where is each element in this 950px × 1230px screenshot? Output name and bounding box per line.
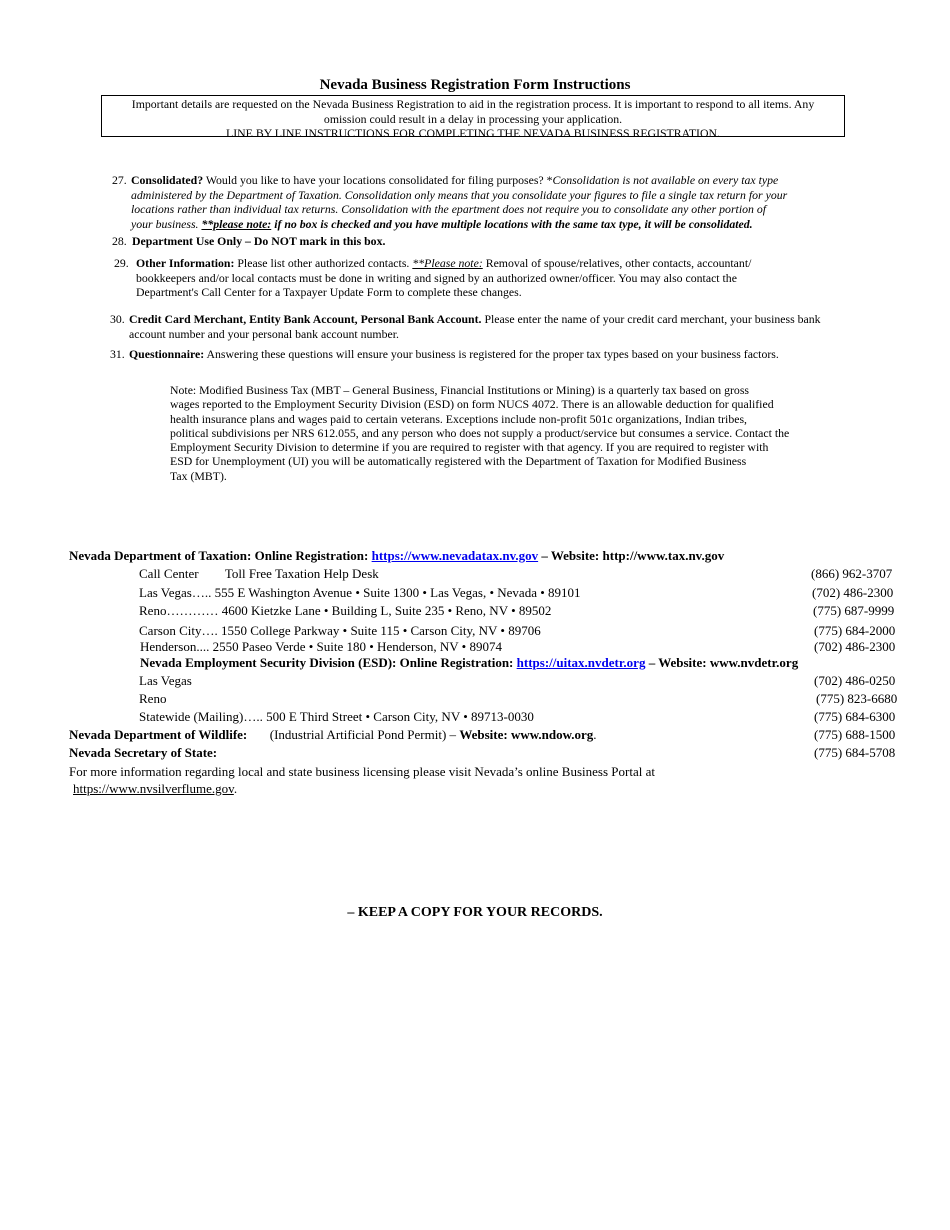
punctuation: .	[233, 781, 238, 796]
page-title: Nevada Business Registration Form Instructions	[319, 77, 631, 93]
esd-reno: Reno	[139, 691, 167, 706]
item-number: 29.	[114, 256, 129, 270]
wildlife-desc: (Industrial Artificial Pond Permit) –	[269, 727, 460, 742]
wildlife-website: Website: www.ndow.org	[459, 727, 594, 742]
item-31	[110, 347, 870, 362]
item-number: 27.	[112, 173, 127, 187]
silverflume-link[interactable]: https://www.nvsilverflume.gov	[73, 781, 234, 796]
item-number: 31.	[110, 347, 125, 361]
item-text: Please enter the name of your credit card merchant, your business bank	[481, 312, 821, 326]
item-label: Credit Card Merchant, Entity Bank Account, Personal Bank Account.	[129, 312, 482, 326]
punctuation: .	[593, 727, 597, 742]
carson-address: Carson City…. 1550 College Parkway • Suite 115 • Carson City, NV • 89706	[139, 623, 541, 638]
taxation-label: Nevada Department of Taxation: Online Registration:	[69, 548, 372, 563]
item-text: Answering these questions will ensure your business is registered for the proper tax types based on your business factors.	[204, 347, 779, 361]
esd-las-vegas: Las Vegas	[139, 673, 192, 688]
phone-number: (775) 823-6680	[816, 691, 898, 706]
uitax-link[interactable]: https://uitax.nvdetr.org	[516, 655, 646, 670]
item-text: if no box is checked and you have multiple locations with the same tax type, it will be consolidated.	[271, 216, 753, 231]
esd-heading	[140, 655, 798, 671]
note-line: political subdivisions per NRS 612.055, and any person who does not supply a product/service but consumes a service. Contact the	[170, 425, 790, 440]
phone-number: (775) 687-9999	[813, 603, 895, 618]
phone-number: (775) 688-1500	[814, 727, 896, 742]
nevadatax-link[interactable]: https://www.nevadatax.nv.gov	[371, 548, 539, 563]
item-number: 28.	[112, 234, 127, 248]
item-label: Other Information:	[136, 256, 235, 270]
intro-line: omission could result in a delay in processing your application.	[323, 111, 623, 126]
item-italic-text: Consolidation is not available on every tax type	[552, 173, 779, 187]
item-28	[112, 234, 842, 249]
item-text: Department Use Only – Do NOT mark in this box.	[132, 234, 386, 248]
phone-number: (866) 962-3707	[811, 566, 893, 581]
keep-copy-notice	[0, 905, 950, 921]
note-line: health insurance plans and wages paid to certain veterans. Exceptions include non-profit 501c organizations, Indian tribes,	[170, 411, 747, 426]
item-text: locations rather than individual tax returns. Consolidation with the epartment does not require you to consolidate any other portion of	[131, 202, 767, 217]
item-text: account number and your personal bank account number.	[129, 326, 399, 341]
please-note: **Please note:	[412, 256, 483, 270]
note-line: wages reported to the Employment Security Division (ESD) on form NUCS 4072. There is an allowable deduction for qualified	[170, 397, 774, 412]
please-note: **please note:	[201, 216, 272, 231]
item-label: Questionnaire:	[129, 347, 205, 361]
phone-number: (702) 486-0250	[814, 673, 896, 688]
sos-label: Nevada Secretary of State:	[69, 745, 218, 760]
phone-number: (702) 486-2300	[814, 639, 896, 654]
call-center-desc: Toll Free Taxation Help Desk	[224, 566, 379, 581]
esd-statewide: Statewide (Mailing)….. 500 E Third Street • Carson City, NV • 89713-0030	[139, 709, 534, 724]
note-line: Tax (MBT).	[170, 468, 227, 483]
henderson-address: Henderson.... 2550 Paseo Verde • Suite 180 • Henderson, NV • 89074	[140, 639, 502, 654]
item-text: Would you like to have your locations consolidated for filing purposes? *	[203, 173, 553, 187]
item-text: your business.	[131, 216, 202, 231]
las-vegas-address: Las Vegas….. 555 E Washington Avenue • Suite 1300 • Las Vegas, • Nevada • 89101	[139, 585, 581, 600]
more-info-text: For more information regarding local and state business licensing please visit Nevada’s online Business Portal at	[69, 764, 655, 779]
item-29	[114, 256, 834, 300]
note-line: Note: Modified Business Tax (MBT – General Business, Financial Institutions or Mining) is a quarterly tax based on gross	[170, 383, 750, 397]
phone-number: (775) 684-6300	[814, 709, 896, 724]
item-text: Please list other authorized contacts.	[234, 256, 413, 270]
item-30	[110, 312, 870, 341]
phone-number: (775) 684-2000	[814, 623, 896, 638]
phone-number: (702) 486-2300	[812, 585, 894, 600]
call-center-name: Call Center	[139, 566, 199, 581]
intro-line: LINE BY LINE INSTRUCTIONS FOR COMPLETING THE NEVADA BUSINESS REGISTRATION.	[226, 126, 720, 140]
dash: –	[347, 905, 355, 920]
note-line: Employment Security Division to determine if you are required to register with that agency. If you are required to register with	[170, 440, 769, 455]
taxation-heading	[69, 548, 724, 564]
mbt-note	[170, 383, 835, 483]
item-text: Department's Call Center for a Taxpayer Update Form to complete these changes.	[136, 285, 522, 300]
item-text: Removal of spouse/relatives, other contacts, accountant/	[482, 256, 752, 270]
portal-row	[73, 781, 237, 797]
item-text: administered by the Department of Taxation. Consolidation only means that you consolidate your figures to file a single tax return for your	[131, 187, 788, 202]
reno-address: Reno………… 4600 Kietzke Lane • Building L, Suite 235 • Reno, NV • 89502	[139, 603, 552, 618]
item-label: Consolidated?	[131, 173, 204, 187]
wildlife-label: Nevada Department of Wildlife:	[69, 727, 248, 742]
intro-box	[101, 95, 845, 140]
item-number: 30.	[110, 312, 125, 326]
item-27	[112, 173, 842, 231]
note-line: ESD for Unemployment (UI) you will be automatically registered with the Department of Taxation for Modified Business	[170, 454, 747, 469]
esd-website: – Website: www.nvdetr.org	[645, 655, 799, 670]
keep-copy-text: KEEP A COPY FOR YOUR RECORDS.	[354, 905, 603, 920]
taxation-website: – Website: http://www.tax.nv.gov	[538, 548, 725, 563]
phone-number: (775) 684-5708	[814, 745, 896, 760]
intro-line: Important details are requested on the Nevada Business Registration to aid in the registration process. It is important to respond to all items. Any	[131, 97, 815, 111]
item-text: bookkeepers and/or local contacts must be done in writing and signed by an authorized owner/officer. You may also contact the	[136, 270, 737, 285]
wildlife-row	[69, 727, 597, 743]
call-center-row	[139, 566, 379, 582]
esd-label: Nevada Employment Security Division (ESD): Online Registration:	[140, 655, 517, 670]
